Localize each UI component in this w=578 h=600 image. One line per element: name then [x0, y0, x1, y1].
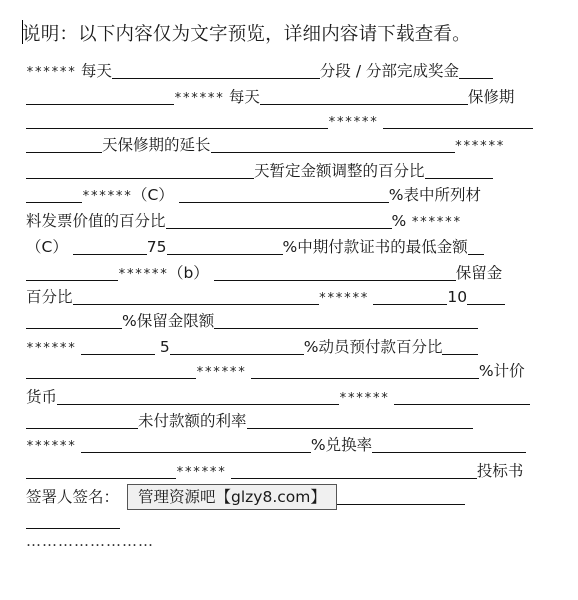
blank-field — [425, 160, 493, 179]
doc-line-7 — [26, 208, 461, 234]
label-pricing: %计价 — [478, 362, 525, 380]
blank-field — [373, 286, 447, 305]
masked-text: ****** — [26, 65, 76, 80]
blank-field — [214, 310, 478, 329]
blank-field — [26, 160, 254, 179]
blank-field — [26, 510, 120, 529]
value-10: 10 — [447, 288, 468, 306]
label-retention-limit: %保留金限额 — [122, 312, 215, 330]
label-late-interest: 未付款额的利率 — [138, 412, 247, 430]
doc-line-5 — [26, 158, 493, 184]
doc-line-3 — [26, 108, 533, 134]
label-b: （b） — [167, 264, 209, 282]
blank-field — [467, 286, 505, 305]
label-warranty-extension: 天保修期的延长 — [102, 136, 211, 154]
blank-field — [26, 410, 138, 429]
doc-line-10 — [26, 284, 505, 310]
blank-field — [26, 110, 328, 129]
masked-text: ****** — [176, 465, 226, 480]
blank-field — [260, 86, 468, 105]
label-min-certificate: %中期付款证书的最低金额 — [282, 238, 468, 256]
blank-field — [459, 60, 493, 79]
label-c: （C） — [131, 186, 174, 204]
blank-field — [442, 336, 478, 355]
label-percent: % — [391, 212, 407, 230]
blank-field — [383, 110, 533, 129]
doc-line-6 — [26, 182, 481, 208]
doc-line-2 — [26, 84, 514, 110]
blank-field — [81, 434, 311, 453]
label-advance-payment: %动员预付款百分比 — [303, 338, 443, 356]
masked-text: ****** — [118, 267, 168, 282]
value-75: 75 — [146, 238, 167, 256]
label-materials: %表中所列材 — [388, 186, 481, 204]
masked-text: ****** — [26, 439, 76, 454]
blank-field — [214, 262, 456, 281]
ellipsis-dots: …………………… — [26, 532, 154, 550]
doc-line-4 — [26, 132, 504, 158]
blank-field — [26, 262, 118, 281]
doc-line-13 — [26, 358, 525, 384]
label-exchange-rate: %兑换率 — [310, 436, 373, 454]
blank-field — [26, 360, 196, 379]
masked-text: ****** — [174, 91, 224, 106]
blank-field — [179, 184, 389, 203]
masked-text: ****** — [411, 215, 462, 230]
blank-field — [211, 134, 455, 153]
preview-notice: 说明：以下内容仅为文字预览，详细内容请下载查看。 — [22, 24, 471, 45]
masked-text: ****** — [26, 341, 76, 356]
doc-line-17 — [26, 458, 523, 484]
doc-line-16 — [26, 432, 526, 458]
label-signer: 签署人签名： — [26, 488, 120, 506]
label-every-day: 每天 — [80, 62, 112, 80]
blank-field — [112, 60, 320, 79]
label-stage-bonus: 分段 / 分部完成奖金 — [319, 62, 459, 80]
label-materials-value: 料发票价值的百分比 — [26, 212, 166, 230]
blank-field — [57, 386, 339, 405]
blank-field — [170, 336, 304, 355]
blank-field — [337, 486, 465, 505]
masked-text: ****** — [82, 189, 132, 204]
label-warranty: 保修期 — [467, 88, 515, 106]
doc-line-8 — [26, 234, 484, 260]
watermark-box: 管理资源吧【glzy8.com】 — [127, 484, 337, 510]
blank-field — [167, 236, 283, 255]
blank-field — [26, 184, 82, 203]
masked-text: ****** — [196, 365, 246, 380]
blank-field — [26, 134, 102, 153]
doc-line-12 — [26, 334, 478, 360]
blank-field — [247, 410, 473, 429]
blank-field — [372, 434, 526, 453]
blank-field — [394, 386, 530, 405]
masked-text: ****** — [328, 115, 378, 130]
value-5: 5 — [159, 338, 170, 356]
blank-field — [26, 86, 174, 105]
masked-text: ****** — [454, 139, 505, 154]
doc-line-1 — [26, 58, 493, 84]
label-every-day: 每天 — [228, 88, 260, 106]
masked-text: ****** — [339, 391, 389, 406]
label-currency: 货币 — [26, 388, 58, 406]
label-c: （C） — [26, 238, 68, 256]
label-provisional-sum: 天暂定金额调整的百分比 — [254, 162, 425, 180]
label-percentage: 百分比 — [26, 288, 73, 306]
blank-field — [251, 360, 479, 379]
blank-field — [73, 236, 147, 255]
label-retention: 保留金 — [455, 264, 503, 282]
blank-field — [468, 236, 484, 255]
doc-line-9 — [26, 260, 502, 286]
doc-line-15 — [26, 408, 473, 434]
doc-line-18 — [26, 484, 465, 510]
blank-field — [231, 460, 477, 479]
doc-line-11 — [26, 308, 478, 334]
blank-field — [26, 460, 176, 479]
doc-line-19 — [26, 508, 120, 534]
blank-field — [81, 336, 155, 355]
blank-field — [26, 310, 122, 329]
label-tender: 投标书 — [476, 462, 524, 480]
blank-field — [166, 210, 392, 229]
masked-text: ****** — [318, 291, 369, 306]
doc-line-14 — [26, 384, 530, 410]
blank-field — [73, 286, 319, 305]
